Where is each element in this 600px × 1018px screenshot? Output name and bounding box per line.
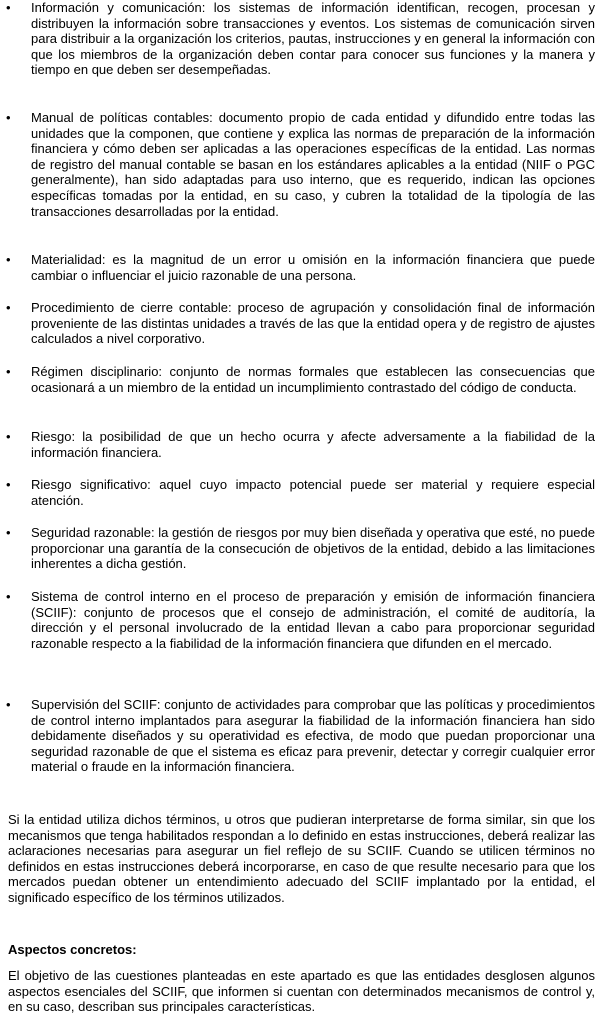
definition-item: Régimen disciplinario: conjunto de normas formales que establecen las consecuencias que ocasionará a un miembro de la entidad un incumplimiento contrastado del código de conducta. xyxy=(31,364,595,395)
bullet-icon xyxy=(6,0,16,10)
bullet-icon xyxy=(6,525,16,535)
definition-item: Seguridad razonable: la gestión de riesgos por muy bien diseñada y operativa que esté, no puede proporcionar una garantía de la consecución de objetivos de la entidad, debido a las limitaciones inherentes a dicha gestión. xyxy=(31,525,595,572)
definition-item: Riesgo: la posibilidad de que un hecho ocurra y afecte adversamente a la fiabilidad de la información financiera. xyxy=(31,429,595,460)
definition-item: Información y comunicación: los sistemas de información identifican, recogen, procesan y distribuyen la información sobre transacciones y eventos. Los sistemas de comunicación sirven para distribuir a la organización los criterios, pautas, instrucciones y en general la información con que los miembros de la organización deben contar para conocer sus funciones y la manera y tiempo en que deben ser desempeñadas. xyxy=(31,0,595,78)
definition-item: Riesgo significativo: aquel cuyo impacto potencial puede ser material y requiere especial atención. xyxy=(31,477,595,508)
definition-item: Procedimiento de cierre contable: proceso de agrupación y consolidación final de información proveniente de las distintas unidades a través de las que la entidad opera y de registro de ajustes calculados a nivel corporativo. xyxy=(31,300,595,347)
bullet-icon xyxy=(6,252,16,262)
bullet-icon xyxy=(6,364,16,374)
closing-paragraph: Si la entidad utiliza dichos términos, u otros que pudieran interpretarse de forma similar, sin que los mecanismos que tenga habilitados respondan a lo definido en estas instrucciones, deberá realizar las aclaraciones necesarias para asegurar un fiel reflejo de su SCIIF. Cuando se utilicen términos no definidos en estas instrucciones deberá incorporarse, en caso de que resulte necesario para que los mercados puedan obtener un entendimiento adecuado del SCIIF implantado por la entidad, el significado específico de los términos utilizados. xyxy=(8,812,595,905)
bullet-icon xyxy=(6,429,16,439)
definition-item: Sistema de control interno en el proceso de preparación y emisión de información financiera (SCIIF): conjunto de procesos que el consejo de administración, el comité de auditoría, la dirección y el personal involucrado de la entidad llevan a cabo para proporcionar seguridad razonable respecto a la fiabilidad de la información financiera que difunden en el mercado. xyxy=(31,589,595,651)
bullet-icon xyxy=(6,110,16,120)
bullet-icon xyxy=(6,477,16,487)
bullet-icon xyxy=(6,697,16,707)
definition-item: Materialidad: es la magnitud de un error u omisión en la información financiera que puede cambiar o influenciar el juicio razonable de una persona. xyxy=(31,252,595,283)
definition-item: Manual de políticas contables: documento propio de cada entidad y difundido entre todas las unidades que la componen, que contiene y explica las normas de preparación de la información financiera y cómo deben ser aplicadas a las operaciones específicas de la entidad. Las normas de registro del manual contable se basan en los estándares aplicables a la entidad (NIIF o PGC generalmente), han sido adaptadas para uso interno, que es requerido, indican las opciones específicas tomadas por la entidad, en su caso, y cubren la totalidad de la tipología de las transacciones desarrolladas por la entidad. xyxy=(31,110,595,219)
bullet-icon xyxy=(6,589,16,599)
definition-item: Supervisión del SCIIF: conjunto de actividades para comprobar que las políticas y procedimientos de control interno implantados para asegurar la fiabilidad de la información financiera han sido debidamente diseñados y su operatividad es efectiva, de modo que puedan proporcionar una seguridad razonable de que el sistema es eficaz para prevenir, detectar y corregir cualquier error material o fraude en la información financiera. xyxy=(31,697,595,775)
bullet-icon xyxy=(6,300,16,310)
section-intro: El objetivo de las cuestiones planteadas en este apartado es que las entidades desglosen algunos aspectos esenciales del SCIIF, que informen si cuentan con determinados mecanismos de control y, en su caso, describan sus principales características. xyxy=(8,968,595,1015)
section-heading: Aspectos concretos: xyxy=(8,942,137,957)
